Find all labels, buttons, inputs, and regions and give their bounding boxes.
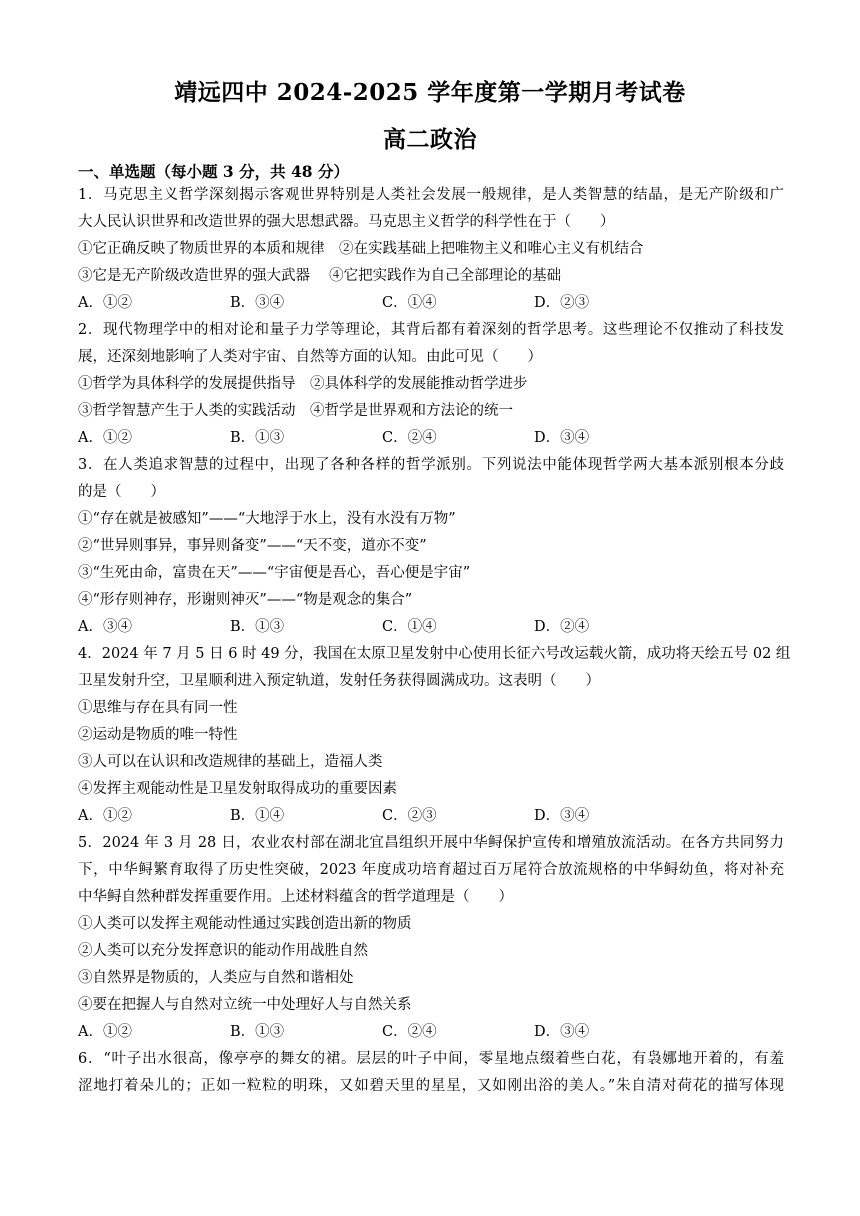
- question-2-option-a: A．①②: [78, 430, 132, 446]
- question-5-statement: ④要在把握人与自然对立统一中处理好人与自然关系: [78, 997, 412, 1013]
- question-6-stem-line: 涩地打着朵儿的；正如一粒粒的明珠，又如碧天里的星星，又如刚出浴的美人。”朱自清对荷花的描写体现: [78, 1078, 784, 1094]
- question-2-stem-line: 展，还深刻地影响了人类对宇宙、自然等方面的认知。由此可见（ ）: [78, 349, 542, 365]
- question-3-option-b: B．①③: [230, 619, 285, 635]
- section-heading: 一、单选题（每小题 3 分，共 48 分）: [78, 162, 349, 181]
- question-1-statement: ③它是无产阶级改造世界的强大武器 ④它把实践作为自己全部理论的基础: [78, 268, 562, 284]
- question-4-option-d: D．③④: [534, 808, 590, 824]
- question-4-statement: ①思维与存在具有同一性: [78, 700, 238, 716]
- question-4-option-b: B．①④: [230, 808, 285, 824]
- question-1-option-d: D．②③: [534, 295, 590, 311]
- question-4-statement: ③人可以在认识和改造规律的基础上，造福人类: [78, 754, 383, 770]
- question-3-option-d: D．②④: [534, 619, 590, 635]
- question-3-option-a: A．③④: [78, 619, 132, 635]
- question-5-stem-line: 下，中华鲟繁育取得了历史性突破，2023 年度成功培育超过百万尾符合放流规格的中华鲟幼鱼，将对补充: [78, 862, 784, 878]
- question-1-stem-line: 大人民认识世界和改造世界的强大思想武器。马克思主义哲学的科学性在于（ ）: [78, 214, 615, 230]
- question-3-option-c: C．①④: [382, 619, 437, 635]
- question-6-stem-line: 6．“叶子出水很高，像亭亭的舞女的裙。层层的叶子中间，零星地点缀着些白花，有袅娜地开着的，有羞: [78, 1051, 784, 1067]
- question-5-statement: ①人类可以发挥主观能动性通过实践创造出新的物质: [78, 916, 412, 932]
- question-2-option-c: C．②④: [382, 430, 437, 446]
- question-3-stem-line: 3．在人类追求智慧的过程中，出现了各种各样的哲学派别。下列说法中能体现哲学两大基本派别根本分歧: [78, 457, 784, 473]
- question-5-option-a: A．①②: [78, 1024, 132, 1040]
- question-4-statement: ④发挥主观能动性是卫星发射取得成功的重要因素: [78, 781, 397, 797]
- question-3-statement: ④“形存则神存，形谢则神灭”——“物是观念的集合”: [78, 592, 413, 608]
- question-5-statement: ②人类可以充分发挥意识的能动作用战胜自然: [78, 943, 368, 959]
- question-4-stem-line: 卫星发射升空，卫星顺利进入预定轨道，发射任务获得圆满成功。这表明（ ）: [78, 673, 600, 689]
- question-3-statement: ①“存在就是被感知”——“大地浮于水上，没有水没有万物”: [78, 511, 456, 527]
- exam-title: 靖远四中 2024-2025 学年度第一学期月考试卷: [174, 79, 686, 106]
- question-4-statement: ②运动是物质的唯一特性: [78, 727, 238, 743]
- question-5-stem-line: 5．2024 年 3 月 28 日，农业农村部在湖北宜昌组织开展中华鲟保护宣传和增殖放流活动。在各方共同努力: [78, 835, 784, 851]
- question-4-stem-line: 4．2024 年 7 月 5 日 6 时 49 分，我国在太原卫星发射中心使用长征六号改运载火箭，成功将天绘五号 02 组: [78, 646, 791, 662]
- question-3-statement: ②“世异则事异，事异则备变”——“天不变，道亦不变”: [78, 538, 427, 554]
- question-5-option-d: D．③④: [534, 1024, 590, 1040]
- question-2-statement: ③哲学智慧产生于人类的实践活动 ④哲学是世界观和方法论的统一: [78, 403, 513, 419]
- exam-subject: 高二政治: [383, 126, 477, 153]
- question-4-option-a: A．①②: [78, 808, 132, 824]
- question-5-option-c: C．②④: [382, 1024, 437, 1040]
- question-3-stem-line: 的是（ ）: [78, 484, 165, 500]
- question-5-stem-line: 中华鲟自然种群发挥重要作用。上述材料蕴含的哲学道理是（ ）: [78, 889, 513, 905]
- question-3-statement: ③“生死由命，富贵在天”——“宇宙便是吾心，吾心便是宇宙”: [78, 565, 471, 581]
- question-1-statement: ①它正确反映了物质世界的本质和规律 ②在实践基础上把唯物主义和唯心主义有机结合: [78, 241, 644, 257]
- question-1-option-a: A．①②: [78, 295, 132, 311]
- question-2-stem-line: 2．现代物理学中的相对论和量子力学等理论，其背后都有着深刻的哲学思考。这些理论不仅推动了科技发: [78, 322, 784, 338]
- question-2-option-d: D．③④: [534, 430, 590, 446]
- question-2-option-b: B．①③: [230, 430, 285, 446]
- question-1-option-b: B．③④: [230, 295, 285, 311]
- question-2-statement: ①哲学为具体科学的发展提供指导 ②具体科学的发展能推动哲学进步: [78, 376, 528, 392]
- question-1-stem-line: 1．马克思主义哲学深刻揭示客观世界特别是人类社会发展一般规律，是人类智慧的结晶，是无产阶级和广: [78, 187, 784, 203]
- question-5-statement: ③自然界是物质的，人类应与自然和谐相处: [78, 970, 354, 986]
- question-5-option-b: B．①③: [230, 1024, 285, 1040]
- question-1-option-c: C．①④: [382, 295, 437, 311]
- question-4-option-c: C．②③: [382, 808, 437, 824]
